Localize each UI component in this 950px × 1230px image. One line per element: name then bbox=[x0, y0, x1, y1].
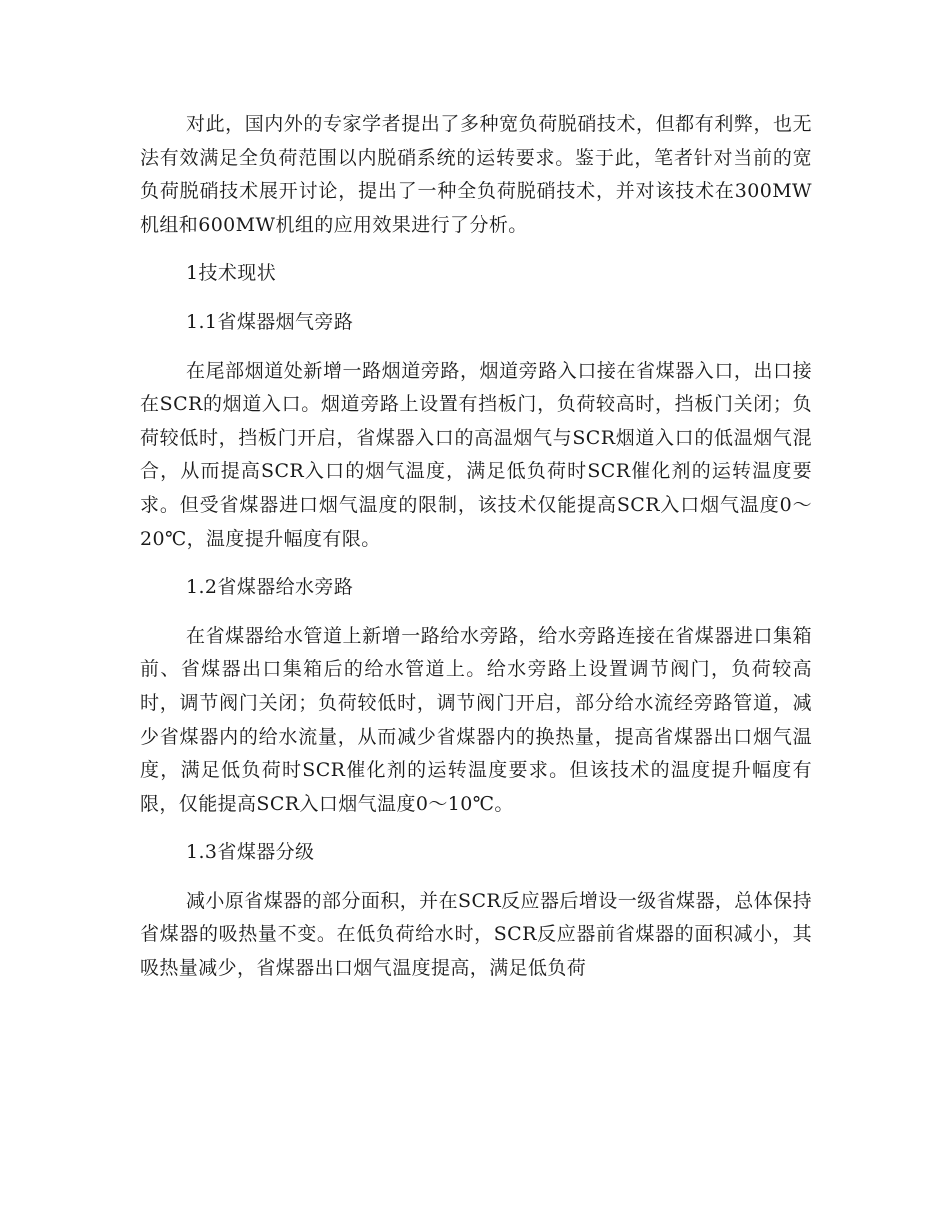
section-1-1-paragraph: 在尾部烟道处新增一路烟道旁路，烟道旁路入口接在省煤器入口，出口接在SCR的烟道入口。烟道旁路上设置有挡板门，负荷较高时，挡板门关闭；负荷较低时，挡板门开启，省煤器入口的高温烟气与SCR烟道入口的低温烟气混合，从而提高SCR入口的烟气温度，满足低负荷时SCR催化剂的运转温度要求。但受省煤器进口烟气温度的限制，该技术仅能提高SCR入口烟气温度0～20℃，温度提升幅度有限。 bbox=[140, 359, 812, 550]
section-1-2-heading: 1.2省煤器给水旁路 bbox=[186, 576, 354, 599]
section-1-heading: 1技术现状 bbox=[186, 262, 277, 285]
section-1-3-heading: 1.3省煤器分级 bbox=[186, 841, 315, 864]
document-page bbox=[140, 108, 812, 1001]
intro-paragraph: 对此，国内外的专家学者提出了多种宽负荷脱硝技术，但都有利弊，也无法有效满足全负荷范围以内脱硝系统的运转要求。鉴于此，笔者针对当前的宽负荷脱硝技术展开讨论，提出了一种全负荷脱硝技术，并对该技术在300MW机组和600MW机组的应用效果进行了分析。 bbox=[140, 113, 812, 236]
section-1-1-heading: 1.1省煤器烟气旁路 bbox=[186, 310, 354, 333]
section-1-2-paragraph: 在省煤器给水管道上新增一路给水旁路，给水旁路连接在省煤器进口集箱前、省煤器出口集箱后的给水管道上。给水旁路上设置调节阀门，负荷较高时，调节阀门关闭；负荷较低时，调节阀门开启，部分给水流经旁路管道，减少省煤器内的给水流量，从而减少省煤器内的换热量，提高省煤器出口烟气温度，满足低负荷时SCR催化剂的运转温度要求。但该技术的温度提升幅度有限，仅能提高SCR入口烟气温度0～10℃。 bbox=[140, 624, 812, 815]
section-1-3-paragraph: 减小原省煤器的部分面积，并在SCR反应器后增设一级省煤器，总体保持省煤器的吸热量不变。在低负荷给水时，SCR反应器前省煤器的面积减小，其吸热量减少，省煤器出口烟气温度提高，满足低负荷 bbox=[140, 889, 812, 980]
